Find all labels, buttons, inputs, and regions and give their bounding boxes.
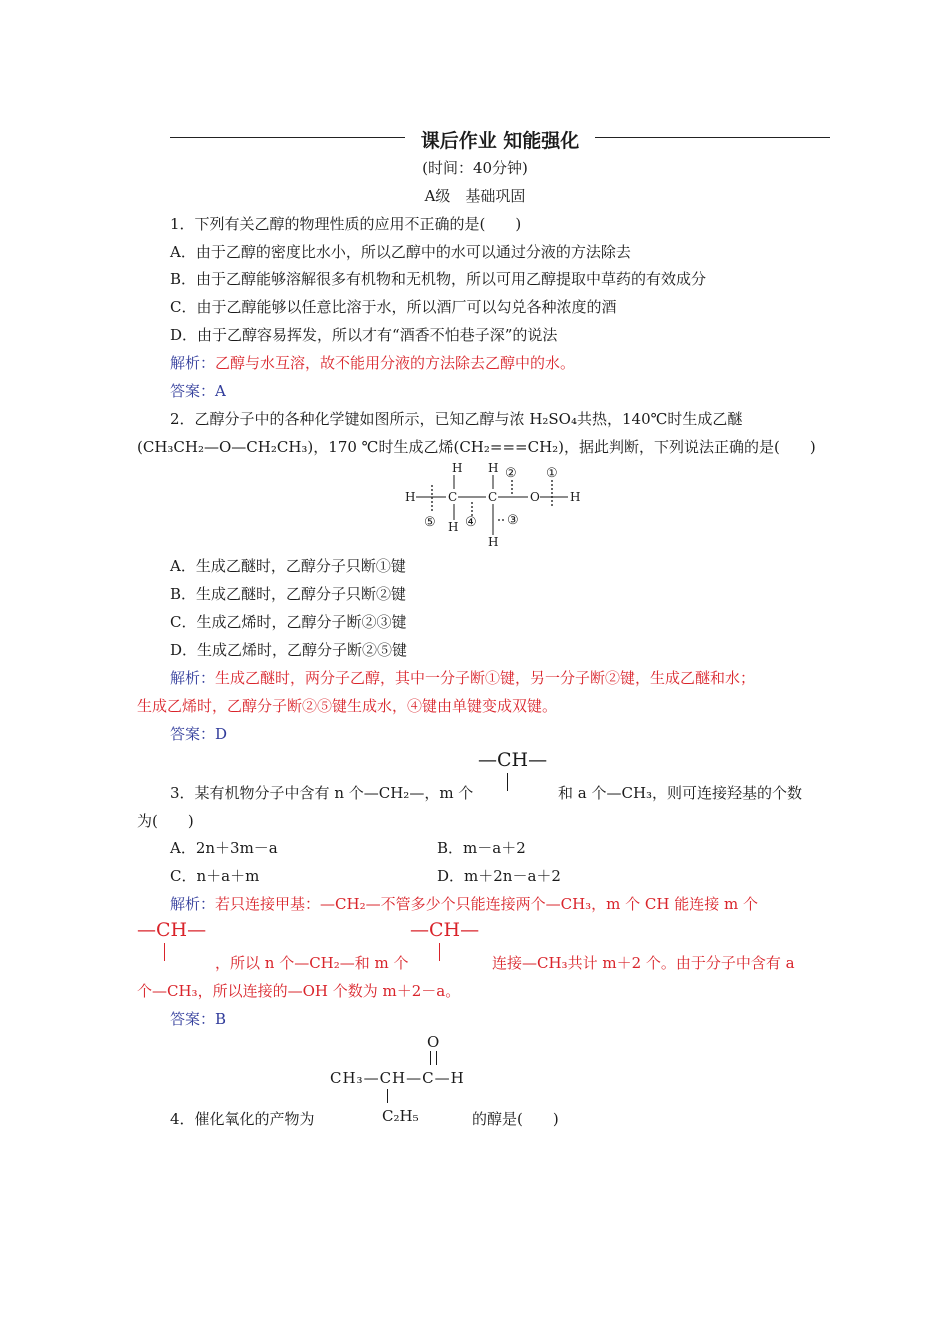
q3-analysis-mid1: ，所以 n 个—CH₂—和 m 个 [215, 954, 409, 972]
q1-option-a: A．由于乙醇的密度比水小，所以乙醇中的水可以通过分液的方法除去 [170, 243, 631, 261]
q4-stem-part2: 的醇是( ) [472, 1110, 559, 1128]
q2-stem-line2: (CH₃CH₂—O—CH₂CH₃)，170 ℃时生成乙烯(CH₂===CH₂)，据此判断，下列说法正确的是( ) [137, 438, 816, 456]
bond-label-4: ④ [465, 515, 477, 530]
atom-h-left: H [405, 490, 416, 504]
q4-product-oxygen: O [427, 1033, 440, 1051]
atom-h-bottom-right: H [488, 535, 499, 549]
q3-analysis-line3: 个—CH₃，所以连接的—OH 个数为 m＋2－a。 [137, 982, 461, 1000]
q2-option-c: C．生成乙烯时，乙醇分子断②③键 [170, 613, 407, 631]
q3-stem-part1: 3．某有机物分子中含有 n 个—CH₂—，m 个 [170, 784, 474, 802]
q3-stem-line2: 为( ) [137, 812, 194, 830]
q2-analysis-line2: 生成乙烯时，乙醇分子断②⑤键生成水，④键由单键变成双键。 [137, 697, 558, 715]
q2-analysis-label: 解析： [170, 669, 216, 687]
q3-stem-part2: 和 a 个—CH₃，则可连接羟基的个数 [558, 784, 803, 802]
q3-analysis-group1: —CH— [137, 919, 207, 941]
q3-group-bond [507, 773, 508, 791]
atom-h-top-right: H [488, 461, 499, 475]
q2-analysis-line1 [170, 668, 755, 688]
q1-analysis-label: 解析： [170, 354, 216, 372]
atom-c2: C [488, 490, 498, 504]
q1-option-d: D．由于乙醇容易挥发，所以才有“酒香不怕巷子深”的说法 [170, 326, 558, 344]
bond-label-5: ⑤ [424, 515, 436, 530]
q3-group-formula: —CH— [478, 749, 548, 771]
q4-stem-part1: 4．催化氧化的产物为 [170, 1110, 315, 1128]
atom-h-top-left: H [452, 461, 463, 475]
q1-analysis-text: 乙醇与水互溶，故不能用分液的方法除去乙醇中的水。 [215, 354, 576, 372]
q1-analysis [170, 353, 575, 373]
q4-product-double-bond [430, 1051, 437, 1065]
q1-answer: 答案：A [170, 382, 226, 400]
q2-option-a: A．生成乙醚时，乙醇分子只断①键 [170, 557, 406, 575]
q2-stem-line1: 2．乙醇分子中的各种化学键如图所示，已知乙醇与浓 H₂SO₄共热，140℃时生成乙醚 [170, 410, 743, 428]
q3-analysis-label: 解析： [170, 895, 216, 913]
q4-product-branch-bond [387, 1089, 388, 1103]
q2-analysis-text1: 生成乙醚时，两分子乙醇，其中一分子断①键，另一分子断②键，生成乙醚和水； [215, 669, 756, 687]
q3-option-c: C．n＋a＋m [170, 867, 260, 885]
q1-stem: 1．下列有关乙醇的物理性质的应用不正确的是( ) [170, 215, 522, 233]
bond-label-1: ① [546, 466, 558, 481]
atom-h-hydroxyl: H [570, 490, 581, 504]
q3-option-d: D．m＋2n－a＋2 [437, 867, 561, 885]
atom-h-bottom-left: H [448, 520, 459, 534]
page-title: 课后作业 知能强化 [420, 130, 580, 152]
q3-analysis-mid2: 连接—CH₃共计 m＋2 个。由于分子中含有 a [492, 954, 795, 972]
q4-product-main-chain: CH₃—CH—C—H [330, 1069, 465, 1087]
q2-option-d: D．生成乙烯时，乙醇分子断②⑤键 [170, 641, 408, 659]
q3-analysis-text1: 若只连接甲基：—CH₂—不管多少个只能连接两个—CH₃，m 个 CH 能连接 m 个 [215, 895, 759, 913]
q4-product-branch: C₂H₅ [382, 1107, 419, 1125]
q1-option-c: C．由于乙醇能够以任意比溶于水，所以酒厂可以勾兑各种浓度的酒 [170, 298, 617, 316]
q3-analysis-group2: —CH— [410, 919, 480, 941]
q3-option-b: B．m－a＋2 [437, 839, 526, 857]
level-heading: A级 基础巩固 [424, 187, 526, 205]
q3-option-a: A．2n＋3m－a [170, 839, 278, 857]
q2-answer: 答案：D [170, 725, 228, 743]
q3-analysis-bond2 [439, 943, 440, 961]
bond-label-3: ③ [507, 513, 519, 528]
bond-label-2: ② [505, 466, 517, 481]
page-title-block [170, 126, 830, 150]
atom-c1: C [448, 490, 458, 504]
q3-answer: 答案：B [170, 1010, 227, 1028]
ethanol-bond-diagram [400, 460, 590, 550]
atom-o: O [530, 490, 540, 504]
q2-option-b: B．生成乙醚时，乙醇分子只断②键 [170, 585, 407, 603]
q3-analysis-bond1 [164, 943, 165, 961]
q3-analysis-line1 [170, 894, 758, 914]
q1-option-b: B．由于乙醇能够溶解很多有机物和无机物，所以可用乙醇提取中草药的有效成分 [170, 270, 707, 288]
time-note: (时间：40分钟) [422, 159, 528, 177]
